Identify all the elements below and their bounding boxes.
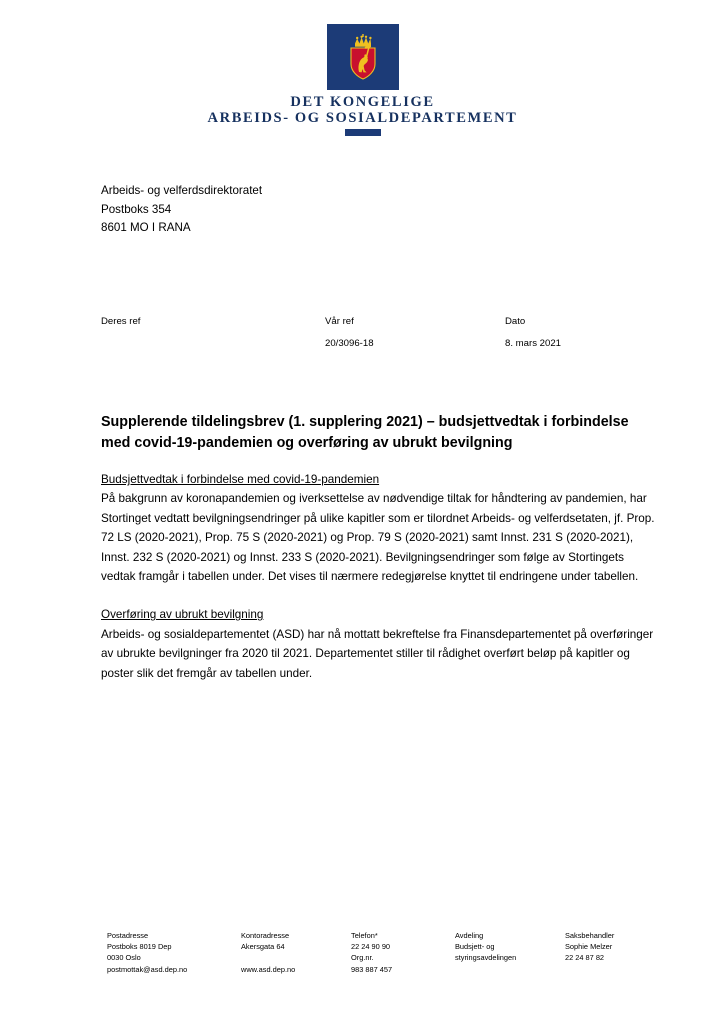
footer-col1-line4[interactable]: postmottak@asd.dep.no [107,964,188,974]
section-heading-1: Budsjettvedtak i forbindelse med covid-19-pandemien [101,473,380,486]
footer-column-office-address [241,930,351,975]
footer-col3-line3: Org.nr. [351,953,374,963]
section-spacer [101,586,657,605]
dato-label: Dato [505,316,526,327]
var-ref-label: Vår ref [325,316,354,327]
department-name-line1: DET KONGELIGE [290,94,435,110]
footer-col5-line1: Saksbehandler [565,931,615,940]
footer-column-telephone [351,930,455,975]
department-name-line2: ARBEIDS- OG SOSIALDEPARTEMENT [207,110,518,127]
footer-col3-line4: 983 887 457 [351,964,393,974]
letterhead [0,24,725,136]
footer-col4-line2: Budsjett- og [455,942,495,952]
footer-col4-line1: Avdeling [455,931,484,940]
department-name [208,94,518,126]
dato-value: 8. mars 2021 [505,338,561,349]
page-title: Supplerende tildelingsbrev (1. supplering 2021) – budsjettvedtak i forbindelse med covid-19-pandemien og overføring av ubrukt bevilgning [101,414,629,451]
footer-col5-line3: 22 24 87 82 [565,953,605,963]
document-body [101,470,657,683]
reference-values [101,338,621,349]
footer-column-department [455,930,565,975]
footer-column-postal-address [107,930,241,975]
footer-col2-line2: Akersgata 64 [241,942,285,952]
footer-col3-line2: 22 24 90 90 [351,942,391,952]
recipient-address [101,182,262,238]
recipient-line-2: Postboks 354 [101,202,172,216]
norwegian-coat-of-arms-icon [348,34,378,80]
footer-col3-line1: Telefon* [351,931,378,940]
banner-foot-bar [345,129,381,136]
footer-col1-line1: Postadresse [107,931,149,940]
deres-ref-value [101,338,325,349]
section-paragraph-2: Arbeids- og sosialdepartementet (ASD) har nå mottatt bekreftelse fra Finansdepartementet på overføringer av ubrukte bevilgninger fra 2020 til 2021. Departementet stiller til rådighet overført beløp på kapitler og poster slik det fremgår av tabellen under. [101,627,654,680]
reference-row [101,316,621,349]
footer-column-case-officer [565,930,675,975]
footer-col5-line2: Sophie Melzer [565,942,613,952]
section-heading-2: Overføring av ubrukt bevilgning [101,608,264,622]
recipient-line-3: 8601 MO I RANA [101,221,191,235]
footer-col2-line4[interactable]: www.asd.dep.no [241,964,296,974]
page-footer [107,930,677,975]
footer-col1-line3: 0030 Oslo [107,953,141,963]
reference-labels [101,316,621,327]
section-paragraph-1: På bakgrunn av koronapandemien og iverksettelse av nødvendige tiltak for håndtering av pandemien, har Stortinget vedtatt bevilgningsendringer på ulike kapitler som er tilordnet Arbeids- og velferdsetaten, jf. Prop. 72 LS (2020-2021), Prop. 75 S (2020-2021) og Prop. 79 S (2020-2021) samt Innst. 231 S (2020-2021), Innst. 232 S (2020-2021) og Innst. 233 S (2020-2021). Bevilgningsendringer som følge av Stortingets vedtak framgår i tabellen under. Det vises til nærmere redegjørelse knyttet til endringene under tabellen. [101,492,655,584]
footer-col4-line3: styringsavdelingen [455,953,517,963]
recipient-line-1: Arbeids- og velferdsdirektoratet [101,184,263,197]
crest-panel [327,24,399,90]
deres-ref-label: Deres ref [101,316,141,327]
footer-col2-line1: Kontoradresse [241,931,290,940]
footer-col1-line2: Postboks 8019 Dep [107,942,172,952]
var-ref-value: 20/3096-18 [325,338,374,349]
